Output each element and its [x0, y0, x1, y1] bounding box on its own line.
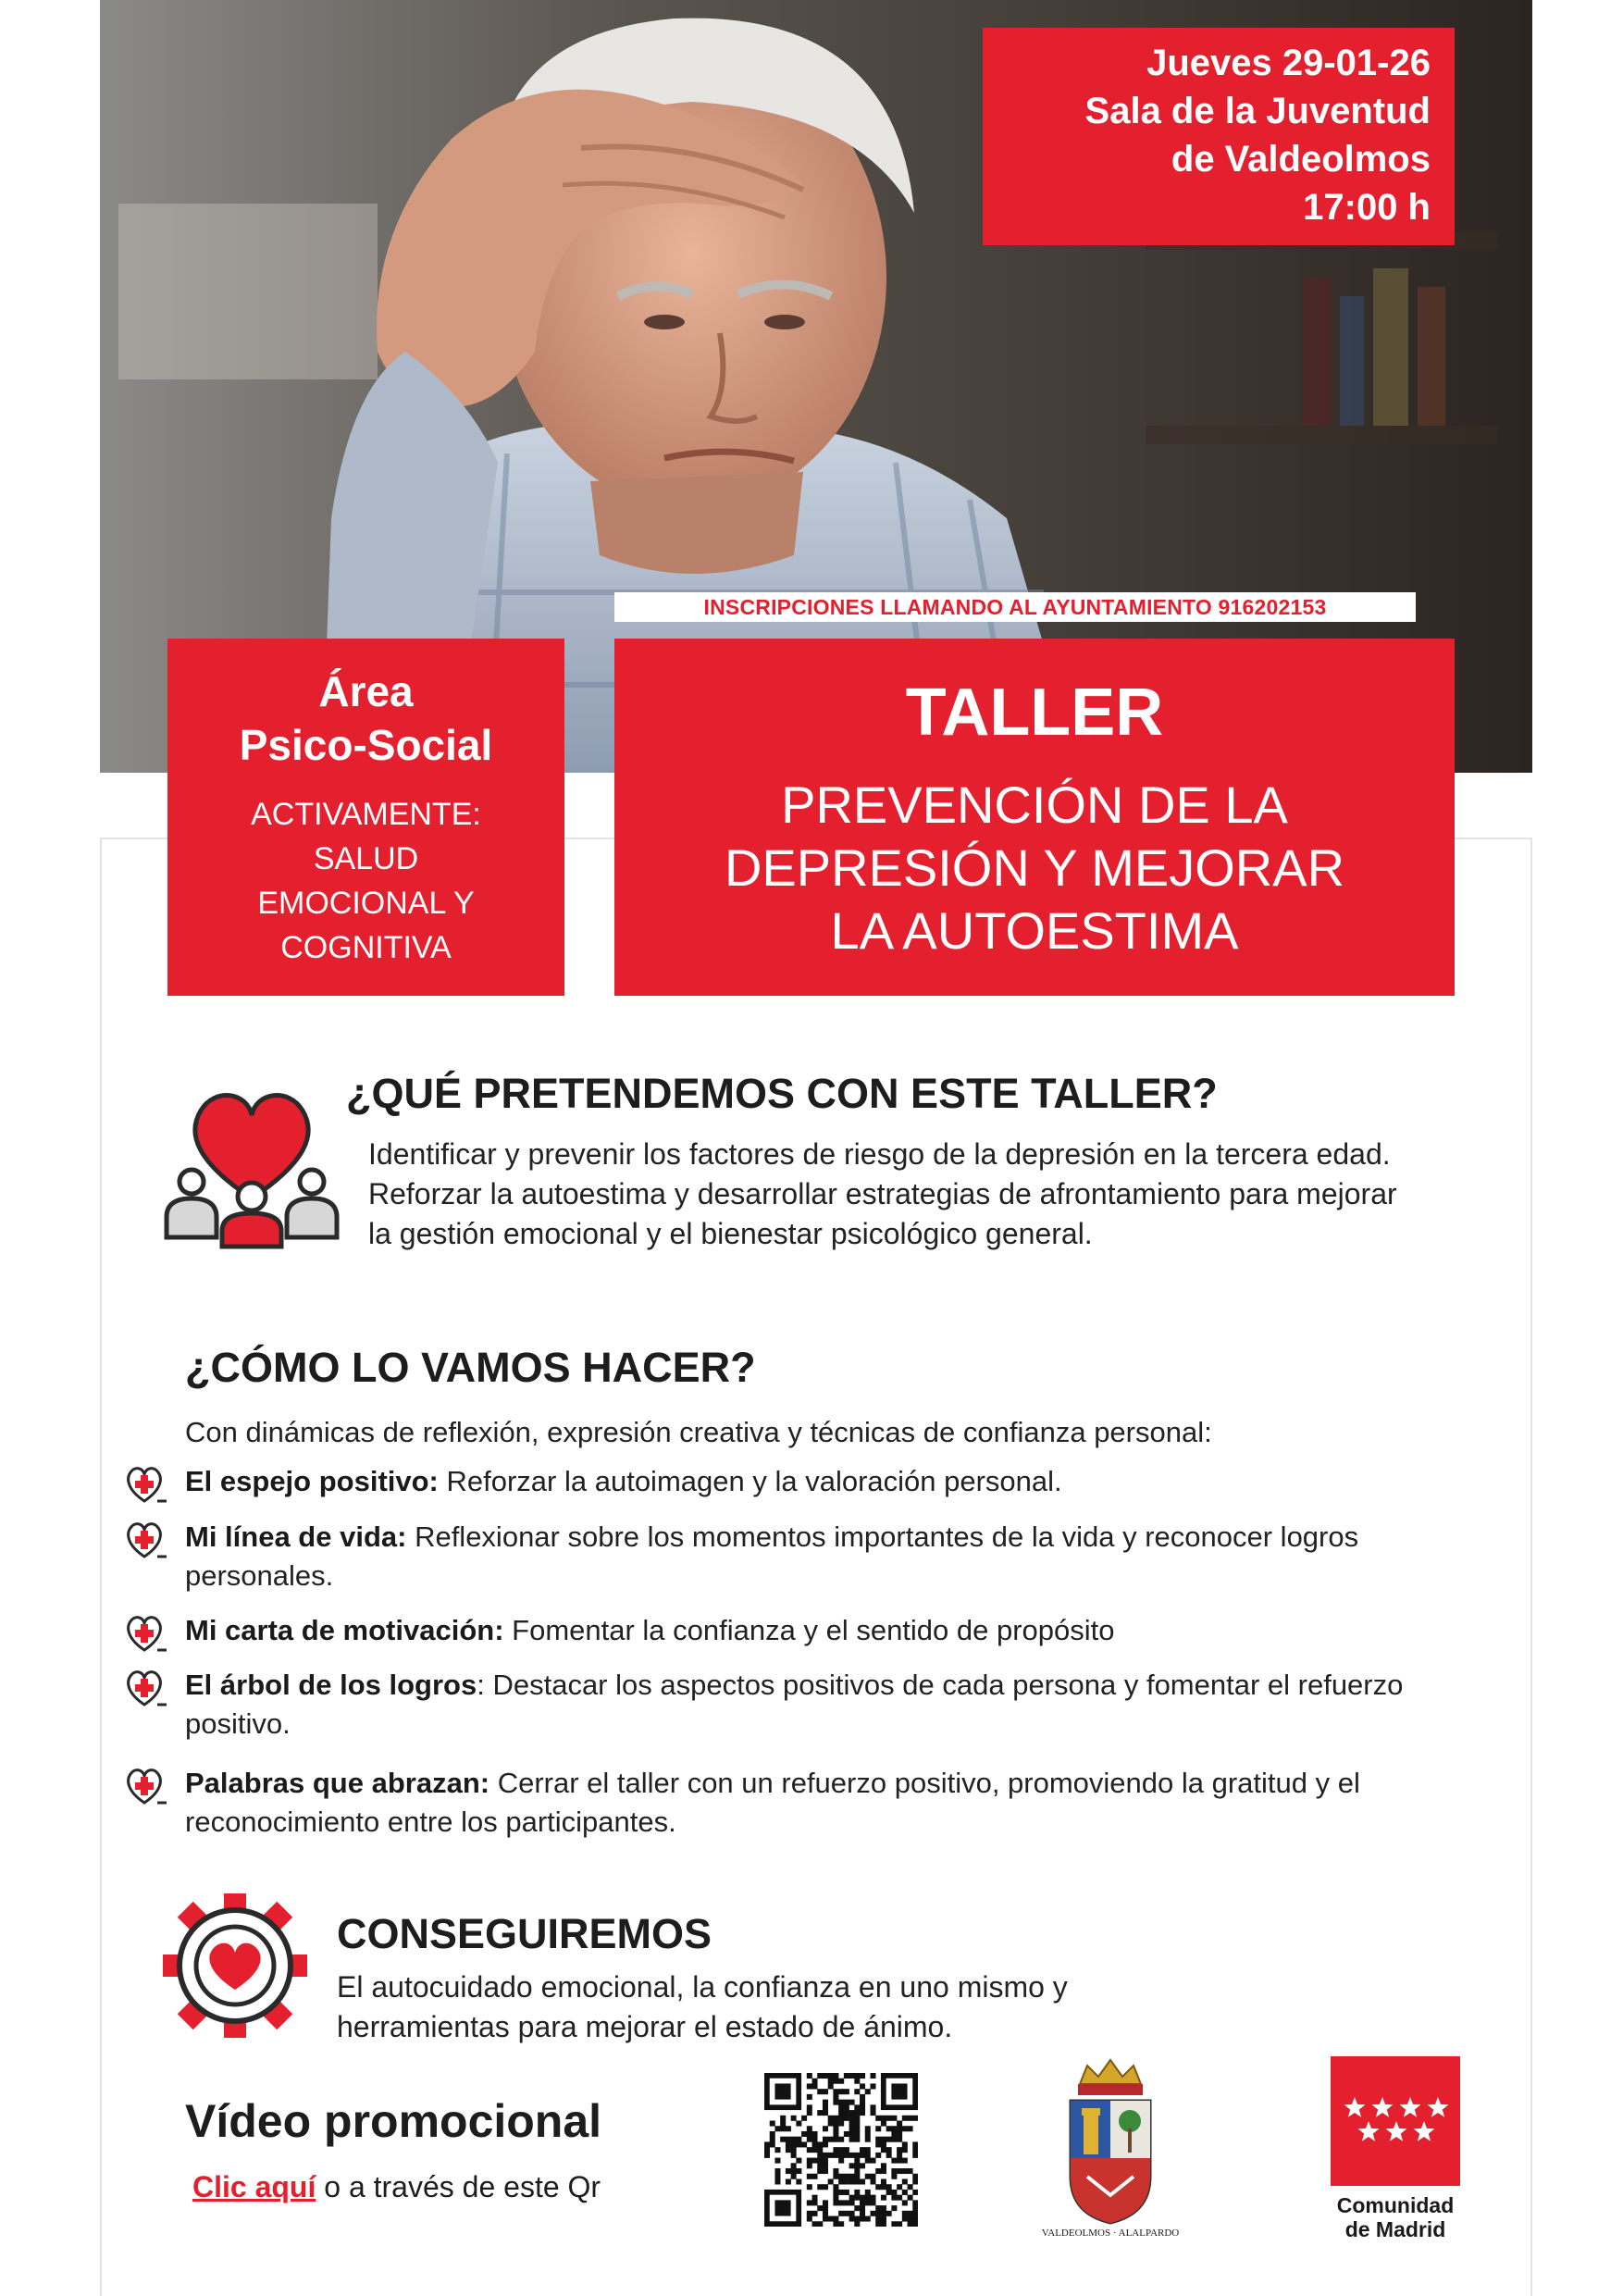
valdeolmos-crest — [1041, 2056, 1180, 2241]
madrid-logo — [1331, 2056, 1460, 2241]
list-item-title: Mi carta de motivación: — [185, 1614, 504, 1646]
video-link-rest: o a través de este Qr — [316, 2170, 601, 2203]
list-item-text: : Destacar los aspectos positivos de cada persona y fomentar el refuerzo positivo. — [185, 1669, 1404, 1740]
list-item — [185, 1462, 1462, 1501]
video-link-line — [192, 2167, 601, 2206]
list-item-title: El espejo positivo: — [185, 1465, 439, 1497]
workshop-box — [614, 639, 1455, 996]
madrid-name-line2: de Madrid — [1344, 2217, 1446, 2241]
area-title-line1: Área — [318, 667, 414, 715]
area-title-line2: Psico-Social — [239, 721, 493, 769]
heart-plus-bullet-icon — [124, 1613, 170, 1654]
heart-people-icon — [159, 1078, 344, 1249]
workshop-title: TALLER — [905, 676, 1164, 750]
result-heading: CONSEGUIREMOS — [337, 1910, 712, 1957]
event-date: Jueves 29-01-26 — [1146, 43, 1431, 83]
madrid-flag-stars — [1331, 2056, 1460, 2186]
list-item — [185, 1611, 1462, 1650]
list-item-text: Cerrar el taller con un refuerzo positivo, promoviendo la gratitud y el reconocimiento entre los participantes. — [185, 1767, 1360, 1838]
method-heading: ¿CÓMO LO VAMOS HACER? — [185, 1344, 756, 1391]
list-item-text: Reforzar la autoimagen y la valoración personal. — [438, 1465, 1062, 1497]
workshop-subtitle — [614, 774, 1455, 962]
event-place-line1: Sala de la Juventud — [1084, 91, 1431, 131]
list-item — [185, 1764, 1462, 1842]
madrid-name-line1: Comunidad — [1336, 2193, 1455, 2217]
method-intro: Con dinámicas de reflexión, expresión creativa y técnicas de confianza personal: — [185, 1416, 1212, 1448]
heart-plus-bullet-icon — [124, 1668, 170, 1708]
area-title — [167, 664, 564, 772]
list-item — [185, 1518, 1462, 1595]
aim-heading: ¿QUÉ PRETENDEMOS CON ESTE TALLER? — [346, 1070, 1218, 1117]
event-info-box — [983, 28, 1455, 245]
area-sub-line1: ACTIVAMENTE: — [251, 797, 481, 832]
qr-code[interactable] — [764, 2073, 918, 2227]
heart-plus-bullet-icon — [124, 1766, 170, 1806]
area-subtitle — [167, 792, 564, 970]
heart-plus-bullet-icon — [124, 1520, 170, 1560]
video-link[interactable]: Clic aquí — [192, 2170, 316, 2203]
result-text: El autocuidado emocional, la confianza en uno mismo y herramientas para mejorar el estado de ánimo. — [337, 1970, 1068, 2043]
gear-heart-icon — [163, 1893, 307, 2038]
crest-caption: VALDEOLMOS · ALALPARDO — [1041, 2228, 1180, 2239]
area-sub-line2: SALUD — [313, 841, 419, 876]
event-time: 17:00 h — [1303, 187, 1431, 228]
workshop-sub-line3: LA AUTOESTIMA — [830, 901, 1239, 960]
list-item-text: Fomentar la confianza y el sentido de propósito — [503, 1614, 1115, 1646]
registration-strip: INSCRIPCIONES LLAMANDO AL AYUNTAMIENTO 916202153 — [614, 592, 1416, 622]
madrid-name — [1331, 2193, 1460, 2241]
area-sub-line3: EMOCIONAL Y — [257, 886, 475, 921]
workshop-sub-line2: DEPRESIÓN Y MEJORAR — [724, 838, 1345, 897]
area-box — [167, 639, 564, 996]
list-item-text: Reflexionar sobre los momentos importantes de la vida y reconocer logros personales. — [185, 1520, 1359, 1592]
list-item-title: Palabras que abrazan: — [185, 1767, 490, 1799]
area-sub-line4: COGNITIVA — [280, 930, 452, 965]
workshop-sub-line1: PREVENCIÓN DE LA — [781, 776, 1288, 834]
list-item-title: El árbol de los logros — [185, 1669, 477, 1701]
aim-text: Identificar y prevenir los factores de riesgo de la depresión en la tercera edad. Reforzar la autoestima y desarrollar estrategias de afrontamiento para mejorar la gestión emocional y el bienestar psicológico general. — [368, 1137, 1397, 1250]
video-title: Vídeo promocional — [185, 2095, 602, 2147]
heart-plus-bullet-icon — [124, 1464, 170, 1505]
list-item — [185, 1666, 1462, 1744]
event-place-line2: de Valdeolmos — [1171, 139, 1431, 180]
list-item-title: Mi línea de vida: — [185, 1520, 407, 1553]
